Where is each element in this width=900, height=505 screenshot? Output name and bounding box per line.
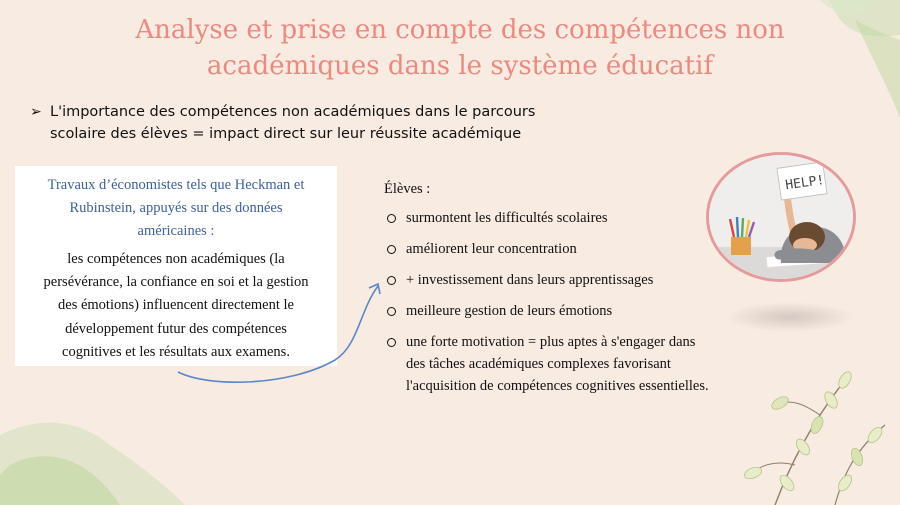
effect-item-text-line-3: l'acquisition de compétences cognitives essentielles. <box>406 378 709 394</box>
circle-bullet-icon <box>387 338 396 347</box>
slide-title <box>80 12 840 84</box>
student-photo <box>706 152 856 282</box>
leaf-decoration-bottom-left <box>0 405 185 505</box>
research-quote-box <box>15 166 337 366</box>
circle-bullet-icon <box>387 245 396 254</box>
research-intro-line-3: américaines : <box>137 223 215 239</box>
research-findings-line-3: des émotions) influencent directement le <box>58 297 294 314</box>
circle-bullet-icon <box>387 307 396 316</box>
research-findings-line-4: développement futur des compétences <box>65 320 287 337</box>
circle-bullet-icon <box>387 276 396 285</box>
slide-title-line-2: académiques dans le système éducatif <box>206 51 714 81</box>
research-intro <box>23 174 329 243</box>
arrow-bullet-icon: ➢ <box>30 104 42 120</box>
research-findings <box>21 248 331 364</box>
help-sign-text: HELP! <box>784 172 826 194</box>
effect-item-text: meilleure gestion de leurs émotions <box>406 303 613 319</box>
effect-item-text-line-1: une forte motivation = plus aptes à s'engager dans <box>406 334 696 350</box>
research-intro-line-2: Rubinstein, appuyés sur des données <box>69 200 283 216</box>
effect-item <box>384 238 764 260</box>
slide-title-line-1: Analyse et prise en compte des compétences non <box>135 15 785 45</box>
effect-item-text: améliorent leur concentration <box>406 241 577 257</box>
circle-bullet-icon <box>387 214 396 223</box>
effect-item-text: + investissement dans leurs apprentissages <box>406 272 654 288</box>
research-findings-line-5: cognitives et les résultats aux examens. <box>62 343 290 360</box>
effect-item <box>384 300 764 322</box>
effects-heading: Élèves : <box>384 181 431 197</box>
effect-item-text: surmontent les difficultés scolaires <box>406 210 608 226</box>
research-findings-line-2: persévérance, la confiance en soi et la gestion <box>43 274 309 291</box>
research-intro-line-1: Travaux d’économistes tels que Heckman et <box>47 177 305 193</box>
effect-item-text-line-2: des tâches académiques complexes favorisant <box>406 356 671 372</box>
main-point-line-1: L'importance des compétences non académiques dans le parcours <box>50 104 536 120</box>
effects-list <box>384 207 764 397</box>
main-point-line-2: scolaire des élèves = impact direct sur leur réussite académique <box>50 126 522 142</box>
effect-item <box>384 331 764 397</box>
main-point <box>30 101 610 145</box>
effect-item <box>384 269 764 291</box>
research-findings-line-1: les compétences non académiques (la <box>67 251 285 267</box>
student-photo-illustration <box>709 155 853 279</box>
main-point-text <box>50 101 610 145</box>
